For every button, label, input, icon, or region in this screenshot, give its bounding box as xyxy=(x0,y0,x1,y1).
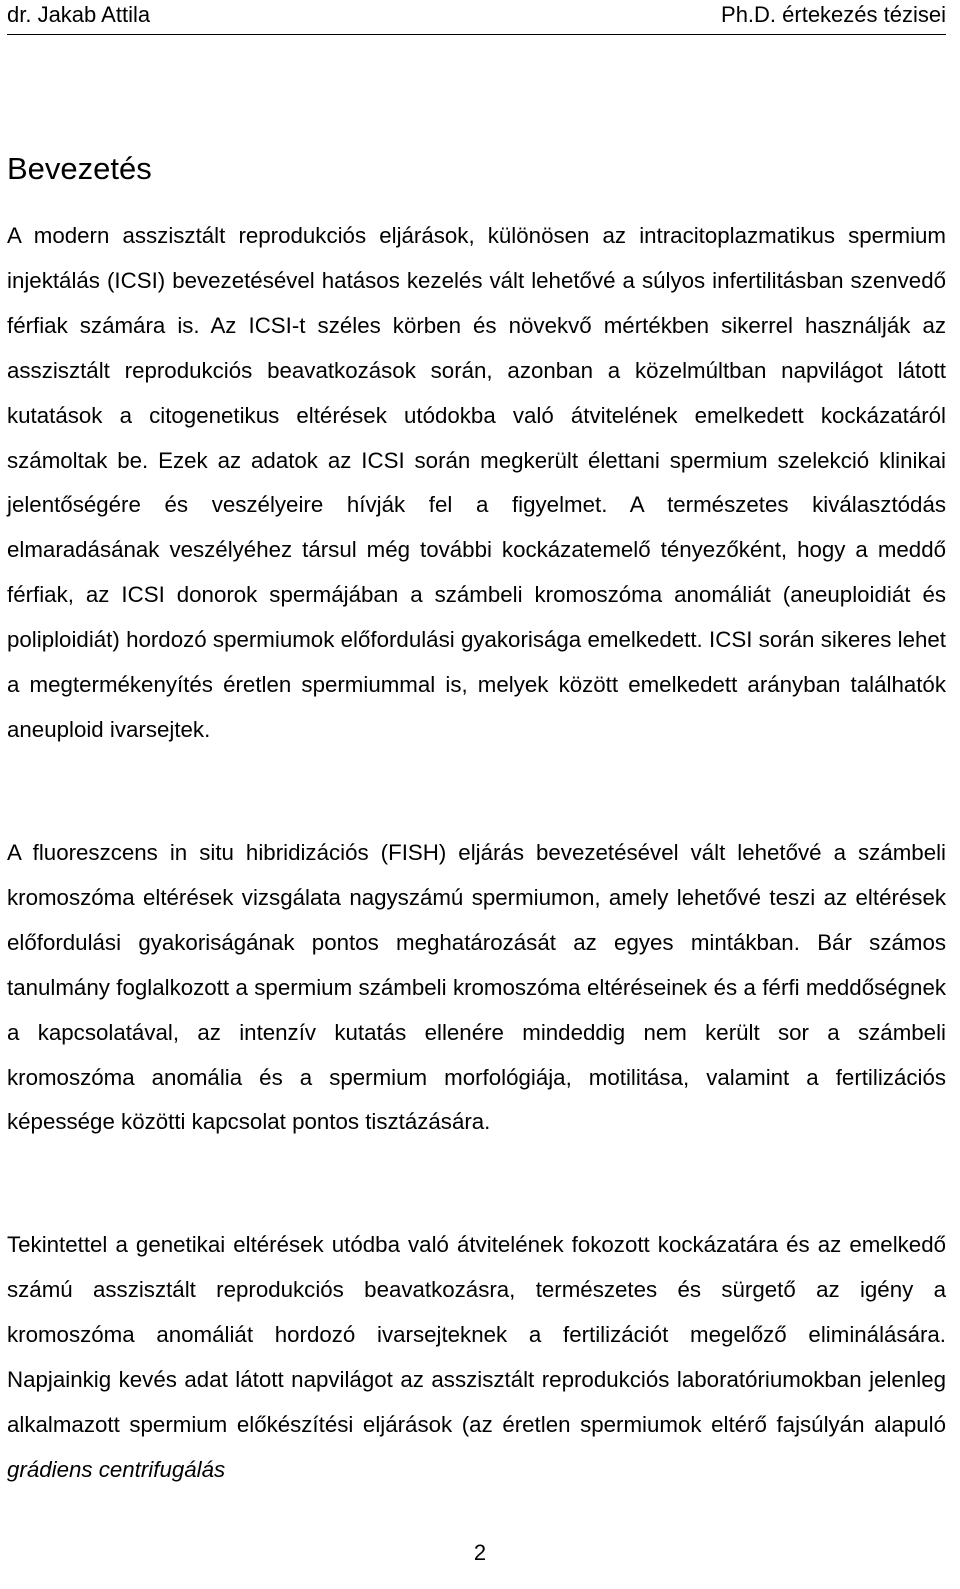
italic-term: grádiens centrifugálás xyxy=(7,1456,226,1482)
page-number: 2 xyxy=(473,1540,487,1565)
header-author: dr. Jakab Attila xyxy=(7,2,151,27)
paragraph-introduction-1: A modern asszisztált reprodukciós eljárások, különösen az intracitoplazmatikus spermium injektálás (ICSI) bevezetésével hatásos kezelés vált lehetővé a súlyos infertilitásban szenvedő férfiak számára is. Az ICSI-t széles körben és növekvő mértékben sikerrel használják az asszisztált reprodukciós beavatkozások során, azonban a közelmúltban napvilágot látott kutatások a citogenetikus eltérések utódokba való átvitelének emelkedett kockázatáról számoltak be. Ezek az adatok az ICSI során megkerült élettani spermium szelekció klinikai jelentőségére és veszélyeire hívják fel a figyelmet. A természetes kiválasztódás elmaradásának veszélyéhez társul még további kockázatemelő tényezőként, hogy a meddő férfiak, az ICSI donorok spermájában a számbeli kromoszóma anomáliát (aneuploidiát és poliploidiát) hordozó spermiumok előfordulási gyakorisága emelkedett. ICSI során sikeres lehet a megtermékenyítés éretlen spermiummal is, melyek között emelkedett arányban találhatók aneuploid ivarsejtek. xyxy=(7,223,946,742)
paragraph-text: Tekintettel a genetikai eltérések utódba való átvitelének fokozott kockázatára és az emelkedő számú asszisztált reprodukciós beavatkozásra, természetes és sürgető az igény a kromoszóma anomáliát hordozó ivarsejteknek a fertilizációt megelőző eliminálására. Napjainkig kevés adat látott napvilágot az asszisztált reprodukciós laboratóriumokban jelenleg alkalmazott spermium előkészítési eljárások (az éretlen spermiumok eltérő fajsúlyán alapuló xyxy=(7,1232,946,1437)
section-heading: Bevezetés xyxy=(7,151,152,186)
header-document-title: Ph.D. értekezés tézisei xyxy=(721,2,946,27)
paragraph-introduction-2: A fluoreszcens in situ hibridizációs (FISH) eljárás bevezetésével vált lehetővé a számbeli kromoszóma eltérések vizsgálata nagyszámú spermiumon, amely lehetővé teszi az eltérések előfordulási gyakoriságának pontos meghatározását az egyes mintákban. Bár számos tanulmány foglalkozott a spermium számbeli kromoszóma eltéréseinek és a férfi meddőségnek a kapcsolatával, az intenzív kutatás ellenére mindeddig nem került sor a számbeli kromoszóma anomália és a spermium morfológiája, motilitása, valamint a fertilizációs képessége közötti kapcsolat pontos tisztázására. xyxy=(7,840,946,1135)
page-header xyxy=(7,0,946,35)
paragraph-introduction-3 xyxy=(7,1223,946,1492)
